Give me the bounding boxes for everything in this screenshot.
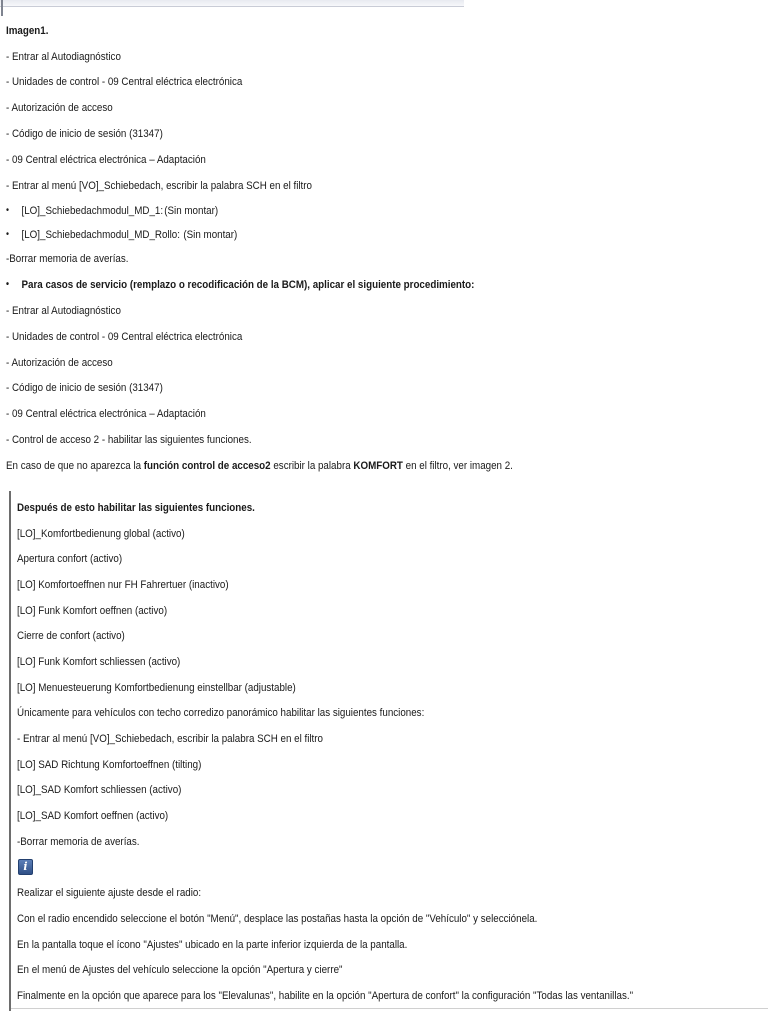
bullet-icon: •	[6, 228, 10, 240]
bullet-icon: •	[6, 204, 10, 216]
service-heading	[6, 278, 474, 292]
function-line: - Entrar al menú [VO]_Schiebedach, escribir la palabra SCH en el filtro	[17, 733, 323, 746]
function-line: Apertura confort (activo)	[17, 553, 123, 566]
note-bold-keyword: KOMFORT	[353, 459, 403, 472]
function-line: [LO] Menuesteuerung Komfortbedienung einstellbar (adjustable)	[17, 681, 296, 694]
step-line: - Unidades de control - 09 Central eléctrica electrónica	[6, 330, 243, 343]
functions-heading: Después de esto habilitar las siguientes funciones.	[17, 501, 255, 514]
function-line: [LO]_Komfortbedienung global (activo)	[17, 527, 185, 540]
note-text: en el filtro, ver imagen 2.	[402, 459, 513, 472]
note-text: En caso de que no aparezca la	[6, 459, 144, 472]
step-line: - Entrar al menú [VO]_Schiebedach, escribir la palabra SCH en el filtro	[6, 179, 312, 192]
module-value: (Sin montar)	[183, 228, 238, 241]
functions-panel	[9, 491, 763, 1011]
function-line: [LO]_SAD Komfort schliessen (activo)	[17, 784, 182, 797]
left-edge-mark	[1, 0, 3, 16]
bullet-item	[6, 228, 237, 242]
top-divider	[0, 0, 464, 7]
function-line: [LO] Funk Komfort schliessen (activo)	[17, 655, 181, 668]
function-line: [LO]_SAD Komfort oeffnen (activo)	[17, 810, 169, 823]
step-line: - Código de inicio de sesión (31347)	[6, 382, 163, 395]
info-icon: i	[18, 859, 33, 875]
step-line: - 09 Central eléctrica electrónica – Adaptación	[6, 408, 206, 421]
module-value: (Sin montar)	[164, 204, 219, 217]
bullet-item	[6, 204, 218, 218]
clear-memory-step: -Borrar memoria de averías.	[6, 253, 129, 266]
step-line: - Código de inicio de sesión (31347)	[6, 128, 163, 141]
step-line: - Autorización de acceso	[6, 102, 113, 115]
function-line: Cierre de confort (activo)	[17, 630, 125, 643]
step-line: - 09 Central eléctrica electrónica – Adaptación	[6, 153, 206, 166]
procedure-section	[6, 18, 762, 479]
function-line: [LO] SAD Richtung Komfortoeffnen (tilting)	[17, 758, 202, 771]
service-heading-text: Para casos de servicio (remplazo o recodificación de la BCM), aplicar el siguiente procedimiento:	[21, 279, 475, 292]
function-line: [LO] Funk Komfort oeffnen (activo)	[17, 604, 168, 617]
radio-instruction: Con el radio encendido seleccione el botón "Menú", desplace las postañas hasta la opción de "Vehículo" y selecciónela.	[17, 912, 538, 925]
function-line: Únicamente para vehículos con techo corredizo panorámico habilitar las siguientes funciones:	[17, 707, 425, 720]
section-title: Imagen1.	[6, 24, 49, 37]
filter-note	[6, 459, 513, 473]
module-label: [LO]_Schiebedachmodul_MD_1:	[21, 204, 164, 217]
function-line: [LO] Komfortoeffnen nur FH Fahrertuer (inactivo)	[17, 578, 229, 591]
radio-instruction: Realizar el siguiente ajuste desde el radio:	[17, 887, 202, 900]
radio-instruction: En el menú de Ajustes del vehículo seleccione la opción "Apertura y cierre"	[17, 964, 343, 977]
step-line: - Autorización de acceso	[6, 356, 113, 369]
module-label: [LO]_Schiebedachmodul_MD_Rollo:	[21, 228, 180, 241]
radio-instruction: En la pantalla toque el ícono "Ajustes" ubicado en la parte inferior izquierda de la pantalla.	[17, 938, 408, 951]
note-bold-function: función control de acceso2	[143, 459, 271, 472]
step-line: - Unidades de control - 09 Central eléctrica electrónica	[6, 76, 243, 89]
bullet-icon: •	[6, 279, 10, 291]
step-line: - Control de acceso 2 - habilitar las siguientes funciones.	[6, 434, 252, 447]
step-line: - Entrar al Autodiagnóstico	[6, 50, 121, 63]
clear-memory-step: -Borrar memoria de averías.	[17, 835, 140, 848]
note-text: escribir la palabra	[270, 459, 354, 472]
bottom-divider	[11, 1008, 768, 1009]
radio-instruction: Finalmente en la opción que aparece para los "Elevalunas", habilite en la opción "Apertura de confort" la configuración "Todas las ventanillas."	[17, 989, 634, 1002]
step-line: - Entrar al Autodiagnóstico	[6, 305, 121, 318]
